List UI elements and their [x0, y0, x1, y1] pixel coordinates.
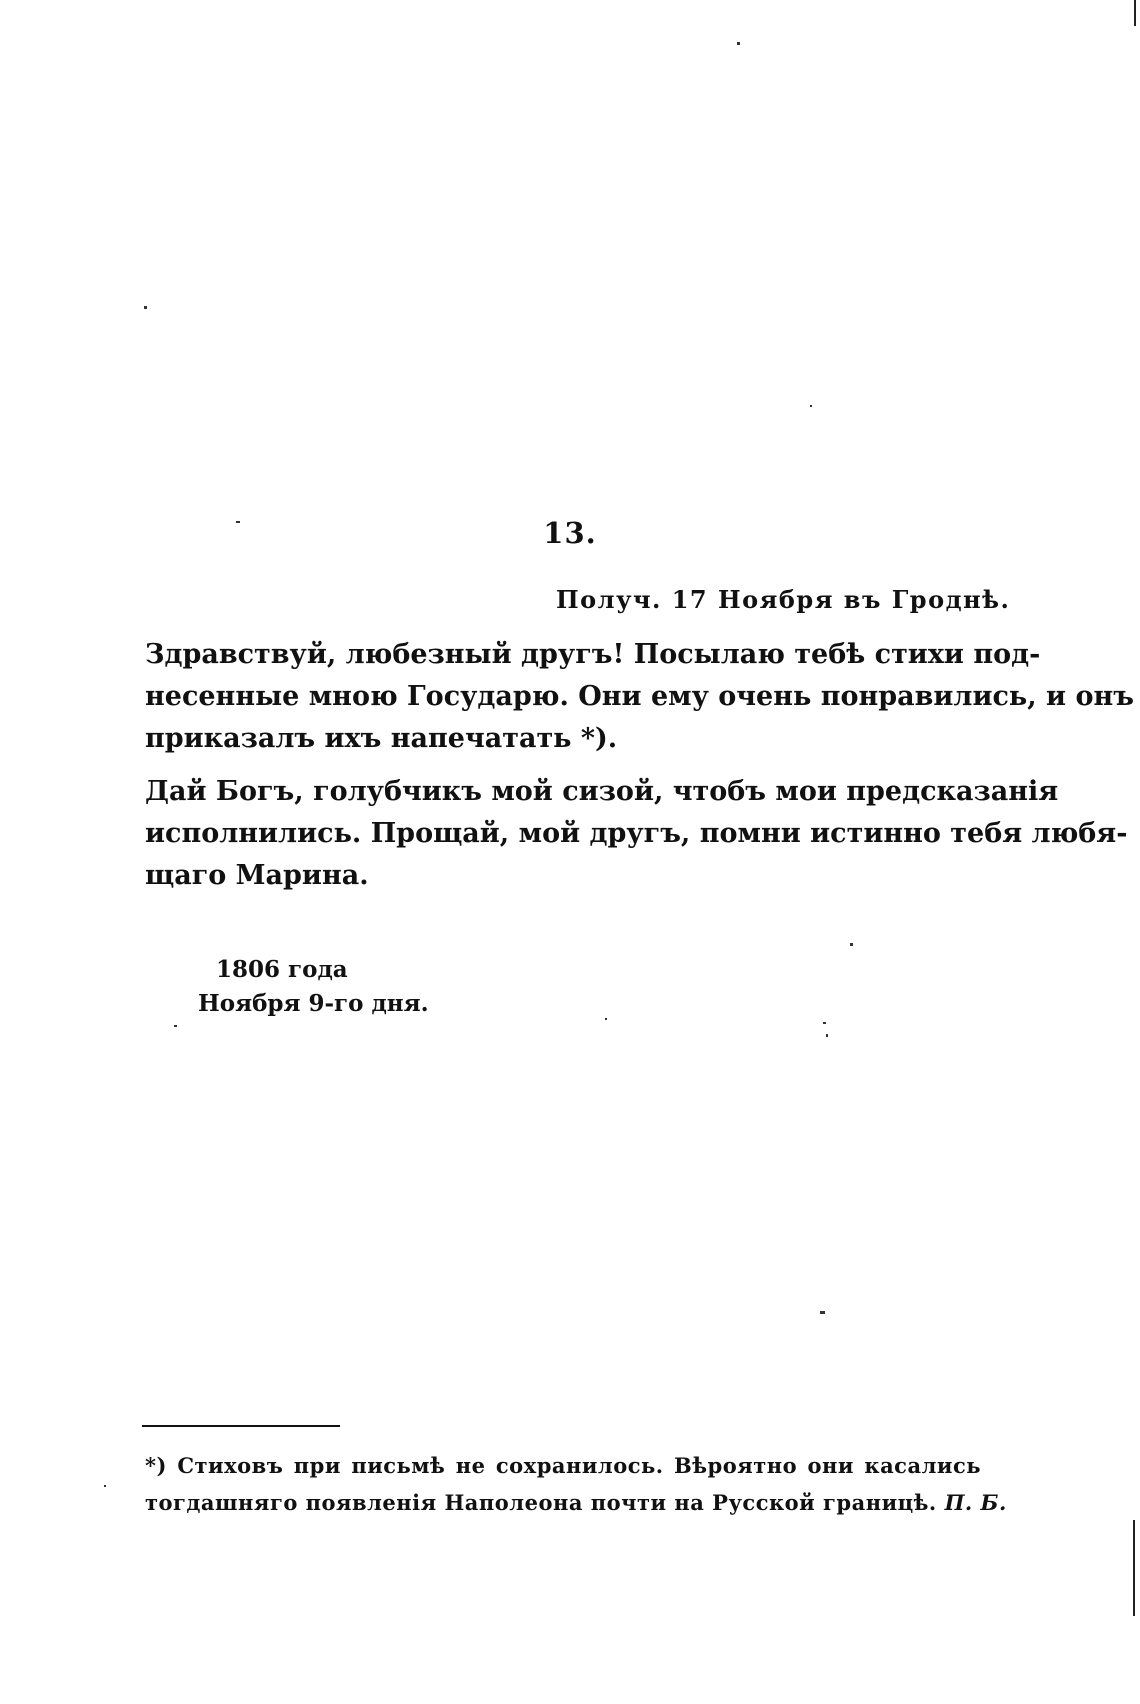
scan-speck [823, 1022, 826, 1024]
received-note: Получ. 17 Ноября въ Гроднѣ. [556, 585, 1011, 614]
scan-speck [236, 521, 240, 523]
paragraph-line: исполнились. Прощай, мой другъ, помни истинно тебя любя- [145, 818, 1128, 849]
scan-speck [737, 42, 740, 45]
paragraph-line: Дай Богъ, голубчикъ мой сизой, чтобъ мои предсказанія [145, 776, 1059, 807]
letter-number: 13. [543, 516, 597, 550]
paragraph-line: приказалъ ихъ напечатать *). [145, 723, 618, 754]
scan-speck [810, 405, 812, 407]
scan-edge-mark [1133, 1520, 1135, 1616]
footnote-initials: П. Б. [944, 1490, 1007, 1515]
scan-speck [826, 1034, 828, 1037]
paragraph-line: щаго Марина. [145, 860, 369, 891]
scan-speck [850, 943, 853, 946]
footnote-line-1: *) Стиховъ при письмѣ не сохранилось. Вѣроятно они касались [145, 1453, 981, 1478]
scan-edge-mark [1134, 0, 1136, 26]
letter-paragraph-1 [145, 634, 1134, 760]
scan-speck [605, 1018, 607, 1020]
date-year-line: 1806 года [216, 956, 348, 983]
paragraph-line: Здравствуй, любезный другъ! Посылаю тебѣ стихи под- [145, 639, 1041, 670]
footnote-line-2 [145, 1484, 1007, 1521]
scan-speck [820, 1311, 825, 1314]
letter-paragraph-2 [145, 771, 1128, 897]
paragraph-line: несенные мною Государю. Они ему очень понравились, и онъ [145, 681, 1134, 712]
footnote [145, 1447, 1007, 1521]
date-day-line: Ноября 9-го дня. [198, 990, 429, 1017]
scan-speck [144, 306, 147, 309]
footnote-divider [142, 1425, 340, 1427]
scan-speck [174, 1025, 177, 1027]
footnote-text: тогдашняго появленія Наполеона почти на Русской границѣ. [145, 1490, 937, 1515]
scan-speck [104, 1485, 106, 1487]
letter-date [198, 953, 429, 1021]
